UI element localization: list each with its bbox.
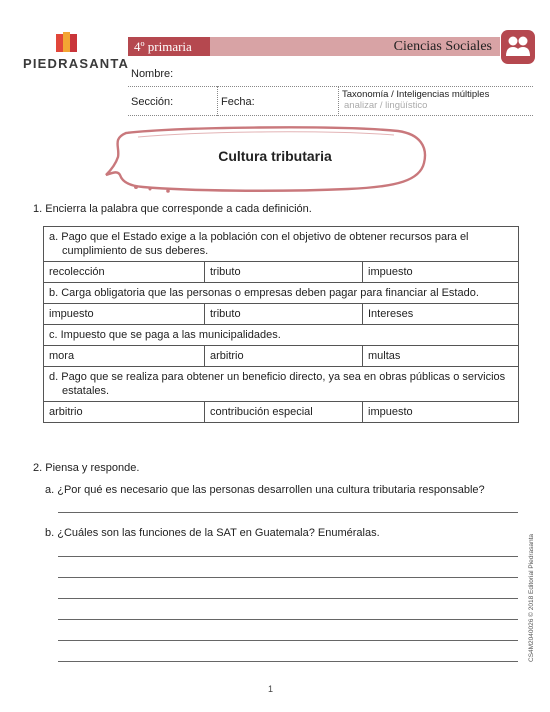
subject-label: Ciencias Sociales [210,37,500,56]
publisher-name: PIEDRASANTA [23,56,130,71]
word-option[interactable]: Intereses [363,304,519,325]
definition-text: a. Pago que el Estado exige a la población con el objetivo de obtener recursos para el cumplimiento de sus deberes. [44,227,519,262]
definition-row [44,325,519,346]
taxonomy-value: analizar / lingüístico [344,100,428,111]
question-2-prompt: 2. Piensa y responde. [33,462,140,474]
definition-text: d. Pago que se realiza para obtener un beneficio directo, ya sea en obras públicas o servicios estatales. [44,367,519,402]
word-option[interactable]: impuesto [363,402,519,423]
page-number: 1 [268,684,274,694]
copyright-note: CS4M2040026 © 2018 Editorial Piedrasanta [528,533,535,662]
word-option[interactable]: tributo [205,304,363,325]
word-option[interactable]: arbitrio [44,402,205,423]
name-field[interactable] [128,86,533,87]
options-row [44,346,519,367]
definition-row [44,283,519,304]
answer-line[interactable] [58,661,518,662]
options-row [44,262,519,283]
name-label: Nombre: [131,68,174,80]
word-option[interactable]: multas [363,346,519,367]
word-option[interactable]: recolección [44,262,205,283]
word-option[interactable]: mora [44,346,205,367]
taxonomy-label: Taxonomía / Inteligencias múltiples [342,89,490,100]
page-title: Cultura tributaria [218,148,332,164]
field-divider [338,86,339,116]
date-label: Fecha: [221,96,255,108]
grade-label: 4º primaria [128,37,210,56]
word-option[interactable]: arbitrio [205,346,363,367]
options-row [44,304,519,325]
answer-line[interactable] [58,556,518,557]
section-label: Sección: [131,96,174,108]
answer-line[interactable] [58,619,518,620]
question-2b-text: b. ¿Cuáles son las funciones de la SAT en Guatemala? Enuméralas. [45,527,380,539]
definition-row [44,367,519,402]
people-icon [501,30,535,64]
word-option[interactable]: impuesto [44,304,205,325]
word-option[interactable]: impuesto [363,262,519,283]
answer-line[interactable] [58,598,518,599]
field-divider [217,86,218,116]
answer-line[interactable] [58,512,518,513]
definition-text: c. Impuesto que se paga a las municipalidades. [44,325,519,346]
options-row [44,402,519,423]
word-option[interactable]: tributo [205,262,363,283]
question-2a-text: a. ¿Por qué es necesario que las personas desarrollen una cultura tributaria responsable? [45,484,485,496]
publisher-logo-icon [56,32,78,54]
question-1-prompt: 1. Encierra la palabra que corresponde a cada definición. [33,203,312,215]
answer-line[interactable] [58,577,518,578]
definition-row [44,227,519,262]
definition-text: b. Carga obligatoria que las personas o empresas deben pagar para financiar al Estado. [44,283,519,304]
word-option[interactable]: contribución especial [205,402,363,423]
answer-line[interactable] [58,640,518,641]
form-bottom-line [128,115,533,116]
definitions-table [43,226,519,423]
